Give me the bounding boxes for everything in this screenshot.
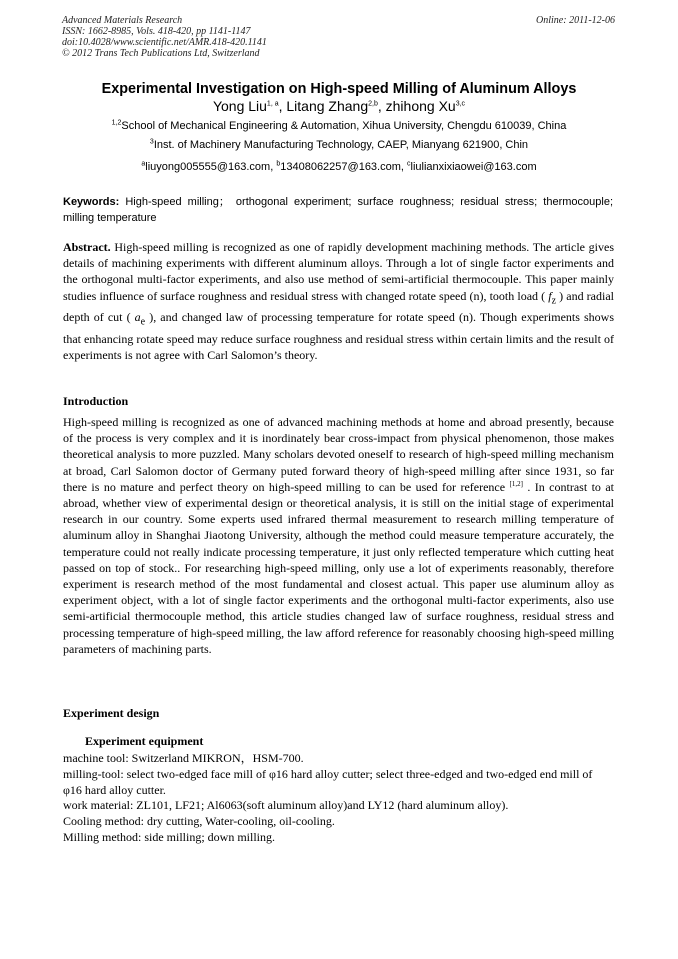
issn-line: ISSN: 1662-8985, Vols. 418-420, pp 1141-1147	[62, 26, 251, 37]
email-sup: a	[141, 160, 146, 168]
equipment-line: milling-tool: select two-edged face mill of φ16 hard alloy cutter; select three-edged and two-edged end mill of φ16 hard alloy cutter.	[63, 766, 593, 797]
abstract-text: ), and changed law of processing temperature for rotate speed (n). Though experiments shows that enhancing rotate speed may reduce surface roughness and residual stress within certain limits and the result of experiments is not agree with Carl Salomon’s theory.	[63, 310, 614, 362]
email-a: liuyong005555@163.com,	[145, 161, 277, 173]
author-name: Litang Zhang	[286, 98, 369, 114]
journal-meta	[62, 15, 267, 59]
email-line	[0, 160, 678, 174]
math-symbol: a	[134, 310, 141, 325]
affiliation-1	[0, 119, 678, 133]
online-date: Online: 2011-12-06	[536, 15, 615, 26]
author-name: Yong Liu	[212, 98, 267, 114]
introduction-text: . In contrast to at abroad, whether view of experimental design or theoretical analysis, it is still on the initial stage of experimental research in our country. Some experts used infrared thermal measurement to research milling temperature of aluminum alloy in Shanghai Jiaotong University, although the method could measure temperature accurately, the temperature could not really indicate processing temperature, it just only reflected temperature which cutting heat passed on top of stock.. For researching high-speed milling, only use a lot of experiments reasonably, therefore experiment is research method of the most fundamental and closest actual. This paper use aluminum alloy as experiment object, with a lot of single factor experiments and the orthogonal multi-factor experiments, also use semi-artificial thermocouple method, this article studies changed law of surface roughness, residual stress and processing temperature of high-speed milling, the law afford reference for reasonably choosing high-speed milling parameters of machining parts.	[63, 479, 614, 656]
section-heading-experiment-design: Experiment design	[63, 706, 160, 720]
doi-line: doi:10.4028/www.scientific.net/AMR.418-420.1141	[62, 37, 267, 48]
author-line	[0, 97, 678, 115]
affiliation-text: School of Mechanical Engineering & Automation, Xihua University, Chengdu 610039, China	[121, 120, 567, 132]
equipment-line: machine tool: Switzerland MIKRON，HSM-700.	[63, 751, 304, 765]
author-sup: 1, a	[266, 100, 279, 108]
abstract-text: High-speed milling is recognized as one of rapidly development machining methods. The article gives details of machining experiments with different aluminum alloys. Through a lot of single factor experiments and the orthogonal multi-factor experiments, and also use method of semi-artificial thermocouple. This paper mainly studies influence of surface roughness and residual stress with changed rotate speed (n), tooth load (	[63, 240, 614, 303]
equipment-line: Milling method: side milling; down milling.	[63, 829, 276, 844]
citation-ref: [1,2]	[509, 479, 523, 488]
affiliation-sup: 3	[149, 138, 154, 146]
author-name: zhihong Xu	[385, 98, 456, 114]
email-sup: c	[407, 160, 411, 168]
math-symbol: f	[548, 288, 552, 303]
equipment-list	[63, 751, 614, 846]
keywords-text: High-speed milling； orthogonal experiment; surface roughness; residual stress; thermocouple; milling temperature	[63, 196, 613, 224]
copyright-line: © 2012 Trans Tech Publications Ltd, Switzerland	[62, 48, 260, 59]
paper-title: Experimental Investigation on High-speed Milling of Aluminum Alloys	[101, 81, 577, 97]
math-subscript: e	[140, 316, 146, 328]
subsection-heading-equipment: Experiment equipment	[85, 734, 204, 748]
abstract-label: Abstract.	[63, 240, 111, 254]
email-b: 13408062257@163.com,	[280, 161, 407, 173]
math-subscript: z	[551, 295, 557, 306]
author-separator: ,	[278, 98, 287, 114]
introduction-text: High-speed milling is recognized as one of advanced machining methods at home and abroad presently, because of the process is very complex and it is inordinately bear cross-impact from physical phenomenon, those makes theoretical analysis to more puzzled. Many scholars devoted oneself to research of high-speed milling mechanism at broad, Carl Salomon doctor of Germany puted forward theory of high-speed milling after since 1931, so far there is no mature and perfect theory on high-speed milling to can be used for reference	[63, 415, 614, 494]
email-c: liulianxixiaowei@163.com	[410, 161, 537, 173]
author-separator: ,	[377, 98, 386, 114]
keywords	[63, 194, 613, 226]
affiliation-sup: 1,2	[111, 119, 122, 127]
equipment-line: Cooling method: dry cutting, Water-cooling, oil-cooling.	[63, 814, 335, 829]
journal-name: Advanced Materials Research	[62, 15, 183, 26]
affiliation-2	[0, 138, 678, 152]
abstract-text: ) and radial depth of cut (	[63, 288, 614, 325]
author-sup: 3,c	[455, 100, 466, 108]
equipment-line: work material: ZL101, LF21; Al6063(soft aluminum alloy)and LY12 (hard aluminum alloy).	[63, 798, 509, 813]
email-sup: b	[276, 160, 281, 168]
section-heading-introduction: Introduction	[63, 394, 129, 408]
abstract	[63, 239, 614, 363]
author-sup: 2,b	[368, 100, 378, 108]
keywords-label: Keywords:	[63, 196, 120, 208]
introduction-paragraph	[63, 414, 614, 657]
affiliation-text: Inst. of Machinery Manufacturing Technology, CAEP, Mianyang 621900, Chin	[153, 139, 529, 151]
